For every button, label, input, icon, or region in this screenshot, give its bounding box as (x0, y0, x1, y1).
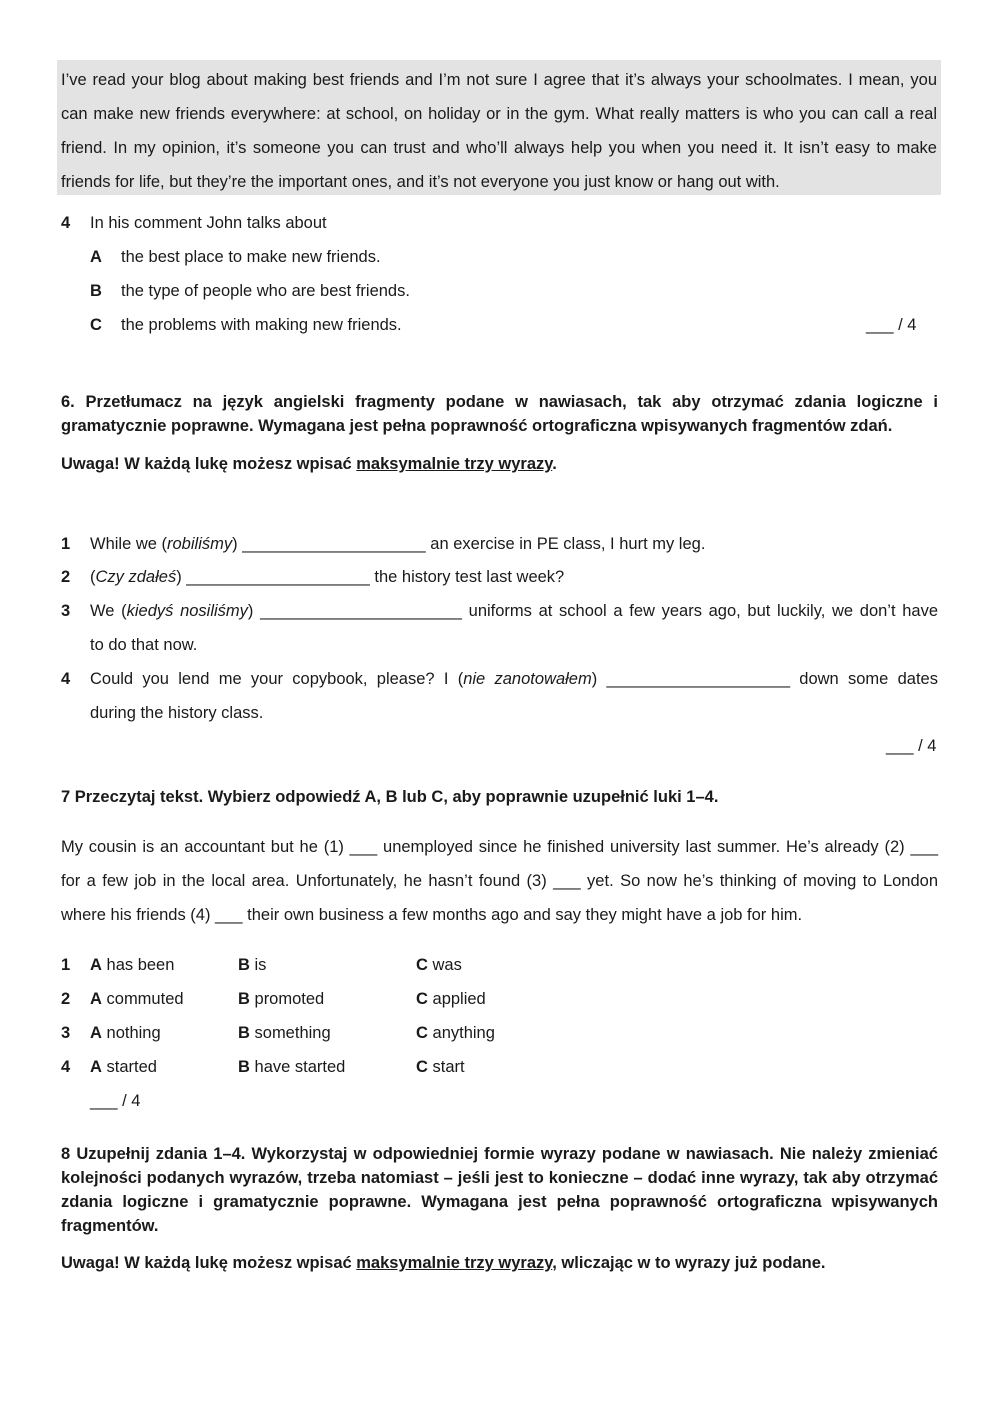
translation-item-1[interactable] (90, 535, 705, 554)
choice-letter: B (238, 1058, 250, 1076)
choice-letter: C (416, 956, 428, 974)
choice-letter: C (416, 1024, 428, 1042)
choice-a[interactable] (90, 990, 184, 1009)
note-underlined: maksymalnie trzy wyrazy (356, 455, 553, 473)
choice-text: start (432, 1058, 465, 1076)
choice-text: started (106, 1058, 157, 1076)
row-number: 1 (61, 956, 71, 974)
note-suffix: , wliczając w to wyrazy już podane. (552, 1254, 826, 1272)
item-continuation: during the history class. (90, 704, 264, 722)
choice-text: promoted (254, 990, 325, 1008)
polish-phrase: nie zanotowałem (463, 670, 592, 688)
item-text: While we ( (90, 535, 168, 553)
choice-letter: A (90, 990, 102, 1008)
row-number: 3 (61, 1024, 71, 1042)
choice-b[interactable] (238, 990, 324, 1009)
item-text: ) ____________________ the history test last week? (176, 568, 565, 586)
gap-text-line: where his friends (4) ___ their own business a few months ago and say they might have a job for him. (61, 906, 803, 924)
item-number: 1 (61, 535, 71, 553)
choice-letter: C (416, 1058, 428, 1076)
choice-letter: A (90, 1058, 102, 1076)
score-field[interactable]: ___ / 4 (866, 316, 917, 334)
exercise-8-instruction: 8 Uzupełnij zdania 1–4. Wykorzystaj w odpowiedniej formie wyrazy podane w nawiasach. Nie należy zmieniać kolejności podanych wyrazów, trzeba natomiast – jeśli jest to konieczne – dodać inne wyrazy, tak aby otrzymać zdania logiczne i gramatycznie poprawne. Wymagana jest pełna poprawność ortograficzna wpisywanych fragmentów. (61, 1145, 938, 1235)
choice-text: is (254, 956, 267, 974)
choice-c[interactable] (416, 956, 462, 975)
option-letter: C (90, 316, 102, 334)
option-c[interactable]: the problems with making new friends. (121, 316, 402, 334)
option-letter: B (90, 282, 102, 300)
choice-letter: A (90, 1024, 102, 1042)
choice-a[interactable] (90, 1058, 157, 1077)
option-b[interactable]: the type of people who are best friends. (121, 282, 410, 300)
option-letter: A (90, 248, 102, 266)
exercise-8-note (61, 1254, 826, 1273)
choice-a[interactable] (90, 956, 174, 975)
exercise-6-instruction: 6. Przetłumacz na język angielski fragmenty podane w nawiasach, tak aby otrzymać zdania logiczne i gramatycznie poprawne. Wymagana jest pełna poprawność ortograficzna wpisywanych fragmentów zdań. (61, 393, 938, 435)
choice-text: something (254, 1024, 331, 1042)
note-underlined: maksymalnie trzy wyrazy (356, 1254, 553, 1272)
question-text: In his comment John talks about (90, 214, 327, 232)
choice-c[interactable] (416, 1058, 465, 1077)
item-continuation: to do that now. (90, 636, 198, 654)
item-text: ) ____________________ down some dates (591, 670, 938, 688)
choice-b[interactable] (238, 1024, 331, 1043)
translation-item-4[interactable] (90, 670, 938, 689)
choice-letter: B (238, 990, 250, 1008)
question-number: 4 (61, 214, 71, 232)
note-text: Uwaga! W każdą lukę możesz wpisać (61, 455, 357, 473)
row-number: 2 (61, 990, 71, 1008)
gap-text-line: for a few job in the local area. Unfortunately, he hasn’t found (3) ___ yet. So now he’s thinking of moving to London (61, 872, 938, 890)
score-field[interactable]: ___ / 4 (886, 737, 937, 755)
choice-letter: C (416, 990, 428, 1008)
gap-text-line: My cousin is an accountant but he (1) ___ unemployed since he finished university last summer. He’s already (2) ___ (61, 838, 938, 856)
note-text: Uwaga! W każdą lukę możesz wpisać (61, 1254, 357, 1272)
note-suffix: . (552, 455, 557, 473)
row-number: 4 (61, 1058, 71, 1076)
choice-b[interactable] (238, 956, 266, 975)
choice-text: was (432, 956, 462, 974)
choice-c[interactable] (416, 990, 486, 1009)
passage-line: I’ve read your blog about making best friends and I’m not sure I agree that it’s always your schoolmates. I mean, you (61, 71, 937, 89)
item-text: ( (90, 568, 96, 586)
polish-phrase: robiliśmy (167, 535, 233, 553)
choice-letter: B (238, 1024, 250, 1042)
choice-text: have started (254, 1058, 346, 1076)
item-number: 3 (61, 602, 71, 620)
choice-text: applied (432, 990, 486, 1008)
passage-line: can make new friends everywhere: at school, on holiday or in the gym. What really matters is who you can call a real (61, 105, 937, 123)
translation-item-2[interactable] (90, 568, 564, 587)
item-number: 2 (61, 568, 71, 586)
choice-c[interactable] (416, 1024, 495, 1043)
item-text: ) ______________________ uniforms at school a few years ago, but luckily, we don’t have (247, 602, 938, 620)
choice-text: commuted (106, 990, 184, 1008)
choice-b[interactable] (238, 1058, 345, 1077)
item-number: 4 (61, 670, 71, 688)
choice-a[interactable] (90, 1024, 161, 1043)
exercise-7-instruction: 7 Przeczytaj tekst. Wybierz odpowiedź A, B lub C, aby poprawnie uzupełnić luki 1–4. (61, 788, 719, 806)
passage-line: friend. In my opinion, it’s someone you can trust and who’ll always help you when you need it. It isn’t easy to make (61, 139, 937, 157)
exercise-6-note (61, 455, 557, 474)
polish-phrase: Czy zdałeś (95, 568, 177, 586)
score-field[interactable]: ___ / 4 (90, 1092, 141, 1110)
option-a[interactable]: the best place to make new friends. (121, 248, 381, 266)
choice-text: has been (106, 956, 175, 974)
item-text: We ( (90, 602, 127, 620)
choice-text: anything (432, 1024, 495, 1042)
choice-letter: A (90, 956, 102, 974)
choice-text: nothing (106, 1024, 161, 1042)
polish-phrase: kiedyś nosiliśmy (126, 602, 248, 620)
translation-item-3[interactable] (90, 602, 938, 621)
choice-letter: B (238, 956, 250, 974)
item-text: ) ____________________ an exercise in PE class, I hurt my leg. (232, 535, 706, 553)
reading-passage (57, 60, 941, 195)
passage-line: friends for life, but they’re the important ones, and it’s not everyone you just know or hang out with. (61, 173, 780, 191)
item-text: Could you lend me your copybook, please? I ( (90, 670, 464, 688)
